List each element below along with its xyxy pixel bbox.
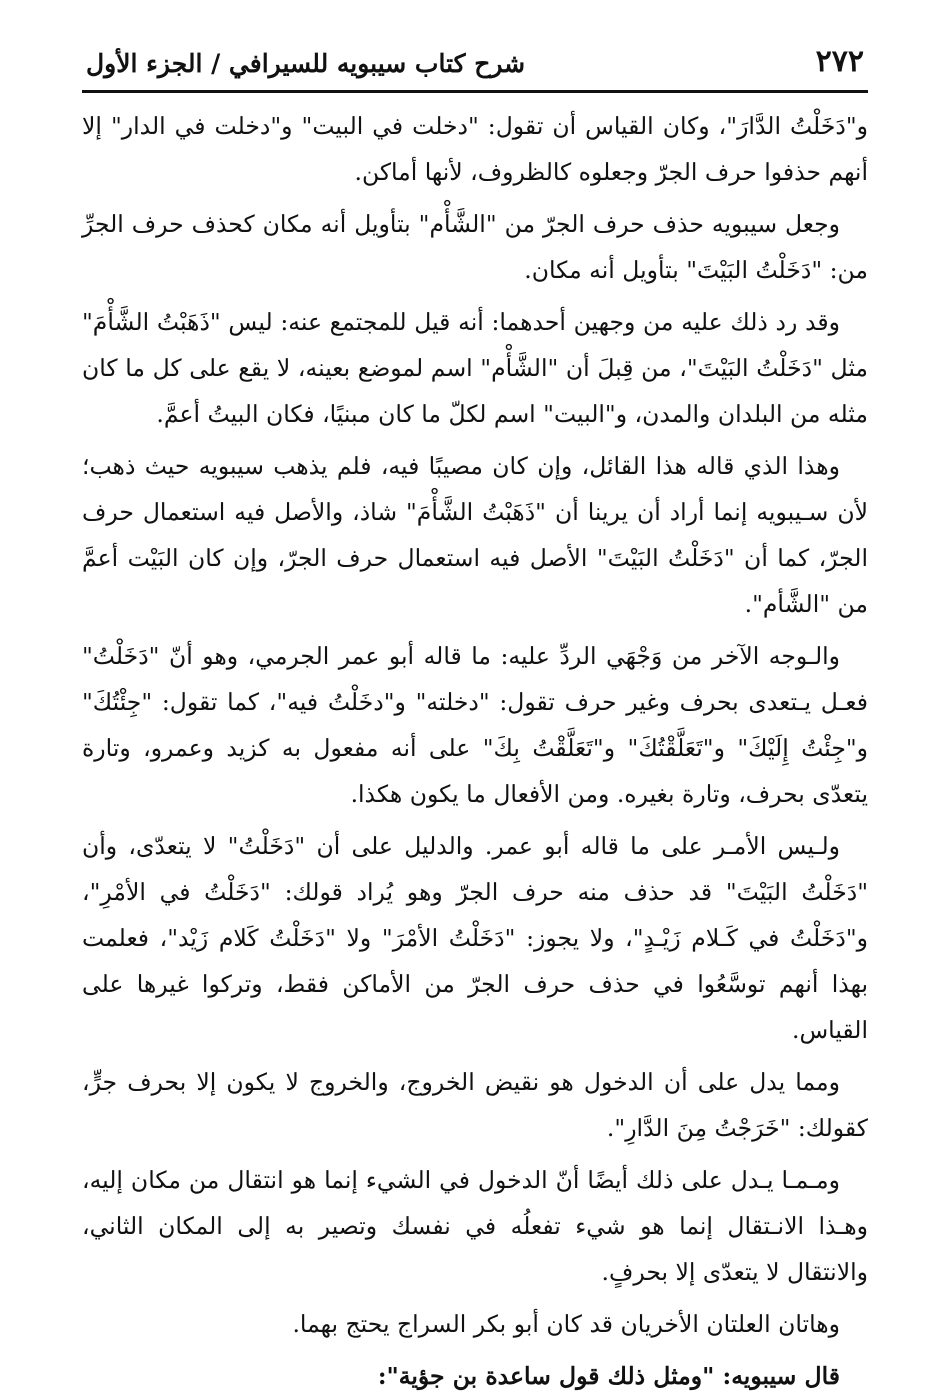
quote-intro: قال سيبويه: "ومثل ذلك قول ساعدة بن جؤية": [377,1362,840,1390]
paragraph: ومـمـا يـدل على ذلك أيضًا أنّ الدخول في الشيء إنما هو انتقال من مكان إليه، وهـذا الانـتقال إنما هو شيء تفعلُه في نفسك وتصير به إلى المكان الثاني، والانتقال لا يتعدّى إلا بحرفٍ. [82,1166,868,1286]
book-page [82,40,868,1390]
paragraph: والـوجه الآخر من وَجْهَي الردِّ عليه: ما قاله أبو عمر الجرمي، وهو أنّ "دَخَلْتُ" فعـل يـتعدى بحرف وغير حرف تقول: "دخلته" و"دخَلْتُ فيه"، كما تقول: "جِئْتُكَ" و"جِئْتُ إِلَيْكَ" و"تَعَلَّقْتُكَ" و"تَعَلَّقْتُ بِكَ" على أنه مفعول به كزيد وعمرو، وتارة يتعدّى بحرف، وتارة بغيره. ومن الأفعال ما يكون هكذا. [82,642,868,808]
paragraph: وهاتان العلتان الأخريان قد كان أبو بكر السراج يحتج بهما. [292,1310,840,1338]
page-header [82,40,868,93]
paragraph: و"دَخَلْتُ الدَّارَ"، وكان القياس أن تقول: "دخلت في البيت" و"دخلت في الدار" إلا أنهم حذفوا حرف الجرّ وجعلوه كالظروف، لأنها أماكن. [82,112,868,186]
running-title: شرح كتاب سيبويه للسيرافي / الجزء الأول [86,49,526,78]
page-number: ٢٧٢ [815,44,864,79]
paragraph: وجعل سيبويه حذف حرف الجرّ من "الشَّأْم" بتأويل أنه مكان كحذف حرف الجرِّ من: "دَخَلْتُ البَيْتَ" بتأويل أنه مكان. [82,210,868,284]
paragraph: وهذا الذي قاله هذا القائل، وإن كان مصيبًا فيه، فلم يذهب سيبويه حيث ذهب؛ لأن سـيبويه إنما أراد أن يرينا أن "ذَهَبْتُ الشَّأْمَ" شاذ، والأصل فيه استعمال حرف الجرّ، كما أن "دَخَلْتُ البَيْتَ" الأصل فيه استعمال حرف الجرّ، وإن كان البَيْت أعمَّ من "الشَّأم". [82,452,868,618]
paragraph: ومما يدل على أن الدخول هو نقيض الخروج، والخروج لا يكون إلا بحرف جرٍّ، كقولك: "خَرَجْتُ مِنَ الدَّارِ". [82,1068,868,1142]
paragraph: ولـيس الأمـر على ما قاله أبو عمر. والدليل على أن "دَخَلْتُ" لا يتعدّى، وأن "دَخَلْتُ البَيْتَ" قد حذف منه حرف الجرّ وهو يُراد قولك: "دَخَلْتُ في الأمْرِ"، و"دَخَلْتُ في كَـلام زَيْـدٍ"، ولا يجوز: "دَخَلْتُ الأمْرَ" ولا "دَخَلْتُ كَلام زَيْد"، فعلمت بهذا أنهم توسَّعُوا في حذف حرف الجرّ من الأماكن فقط، وتركوا غيرها على القياس. [82,832,868,1044]
page-body [82,103,868,1399]
paragraph: وقد رد ذلك عليه من وجهين أحدهما: أنه قيل للمجتمع عنه: ليس "ذَهَبْتُ الشَّأْمَ" مثل "دَخَلْتُ البَيْتَ"، من قِبلَ أن "الشَّأْم" اسم لموضع بعينه، لا يقع على كل ما كان مثله من البلدان والمدن، و"البيت" اسم لكلّ ما كان مبنيًا، فكان البيتُ أعمَّ. [82,308,868,428]
